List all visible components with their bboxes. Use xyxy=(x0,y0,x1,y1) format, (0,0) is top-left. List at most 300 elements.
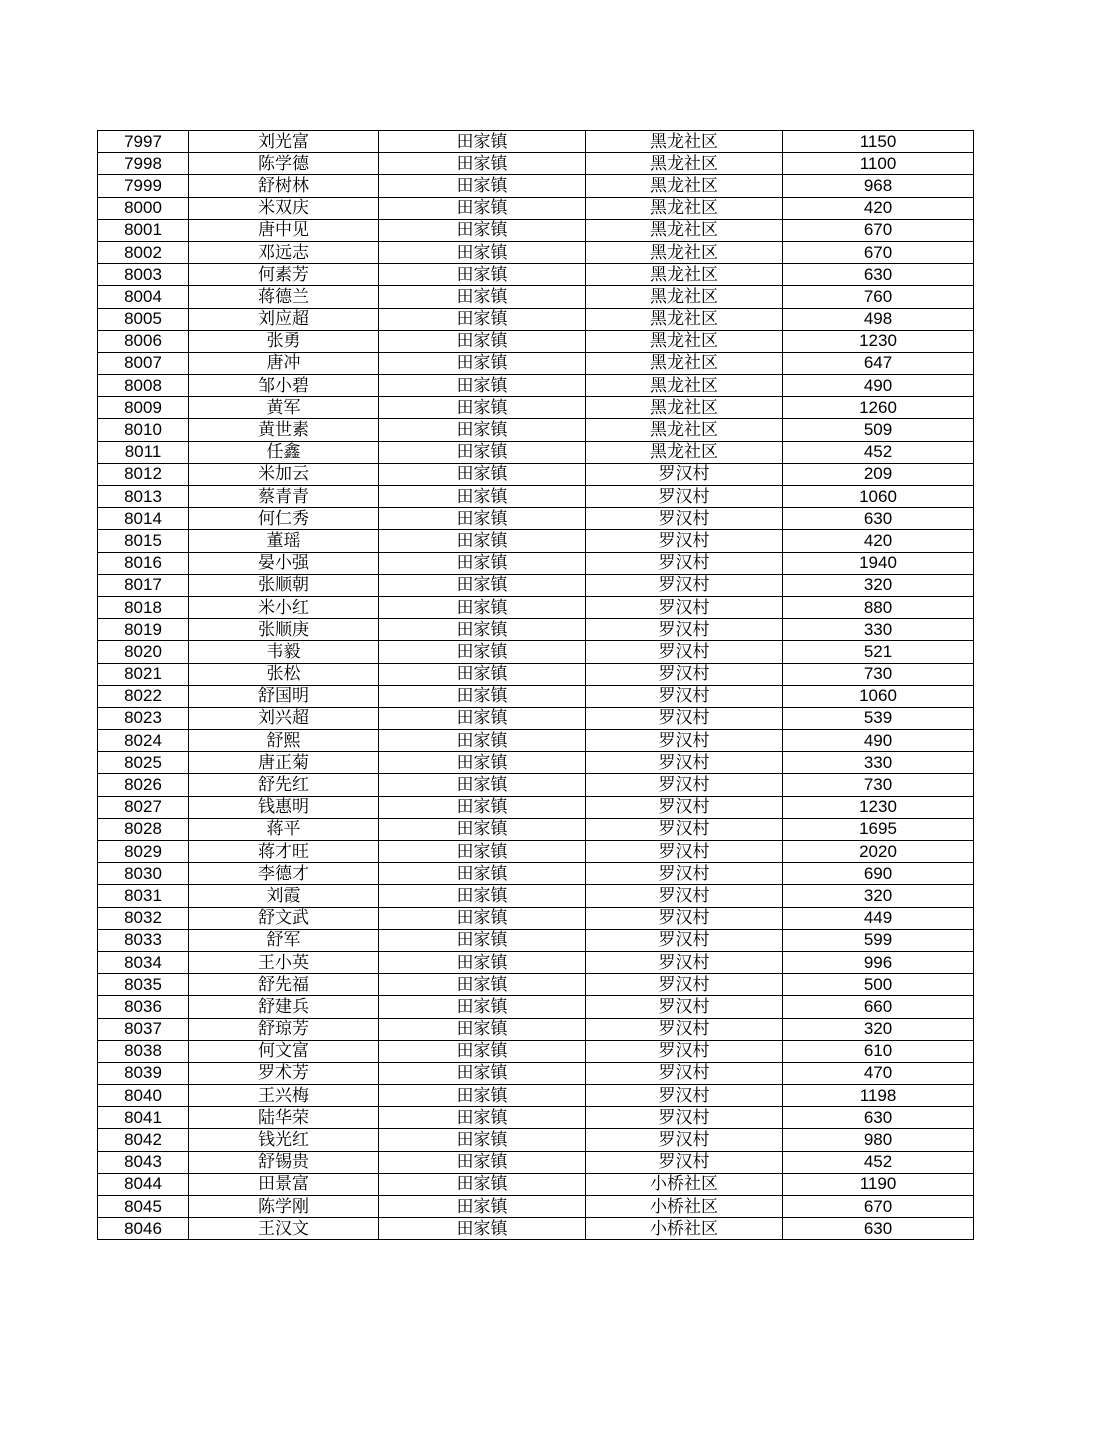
row-number-cell: 8046 xyxy=(98,1218,189,1240)
town-cell: 田家镇 xyxy=(379,574,586,596)
village-cell: 罗汉村 xyxy=(586,1107,783,1129)
row-number-cell: 8014 xyxy=(98,508,189,530)
row-number-cell: 8016 xyxy=(98,552,189,574)
name-cell: 晏小强 xyxy=(189,552,379,574)
name-cell: 田景富 xyxy=(189,1173,379,1195)
village-cell: 罗汉村 xyxy=(586,730,783,752)
table-row xyxy=(98,818,974,840)
row-number-cell: 8021 xyxy=(98,663,189,685)
name-cell: 刘光富 xyxy=(189,131,379,153)
row-number-cell: 8017 xyxy=(98,574,189,596)
table-row xyxy=(98,574,974,596)
village-cell: 黑龙社区 xyxy=(586,419,783,441)
table-row xyxy=(98,1196,974,1218)
town-cell: 田家镇 xyxy=(379,241,586,263)
row-number-cell: 8040 xyxy=(98,1085,189,1107)
amount-cell: 1060 xyxy=(783,685,974,707)
town-cell: 田家镇 xyxy=(379,1196,586,1218)
town-cell: 田家镇 xyxy=(379,1151,586,1173)
table-row xyxy=(98,552,974,574)
table-row xyxy=(98,1173,974,1195)
amount-cell: 968 xyxy=(783,175,974,197)
table-row xyxy=(98,685,974,707)
village-cell: 小桥社区 xyxy=(586,1218,783,1240)
table-row xyxy=(98,885,974,907)
amount-cell: 647 xyxy=(783,352,974,374)
table-row xyxy=(98,131,974,153)
town-cell: 田家镇 xyxy=(379,841,586,863)
amount-cell: 498 xyxy=(783,308,974,330)
name-cell: 舒锡贵 xyxy=(189,1151,379,1173)
table-body xyxy=(98,131,974,1240)
town-cell: 田家镇 xyxy=(379,885,586,907)
town-cell: 田家镇 xyxy=(379,1129,586,1151)
table-row xyxy=(98,352,974,374)
amount-cell: 980 xyxy=(783,1129,974,1151)
village-cell: 黑龙社区 xyxy=(586,330,783,352)
town-cell: 田家镇 xyxy=(379,774,586,796)
village-cell: 黑龙社区 xyxy=(586,241,783,263)
row-number-cell: 8029 xyxy=(98,841,189,863)
table-row xyxy=(98,419,974,441)
row-number-cell: 8025 xyxy=(98,752,189,774)
table-row xyxy=(98,863,974,885)
name-cell: 舒国明 xyxy=(189,685,379,707)
name-cell: 王汉文 xyxy=(189,1218,379,1240)
amount-cell: 660 xyxy=(783,996,974,1018)
row-number-cell: 8026 xyxy=(98,774,189,796)
amount-cell: 320 xyxy=(783,1018,974,1040)
amount-cell: 490 xyxy=(783,375,974,397)
town-cell: 田家镇 xyxy=(379,818,586,840)
row-number-cell: 8001 xyxy=(98,219,189,241)
amount-cell: 1150 xyxy=(783,131,974,153)
village-cell: 黑龙社区 xyxy=(586,441,783,463)
name-cell: 何文富 xyxy=(189,1040,379,1062)
row-number-cell: 8031 xyxy=(98,885,189,907)
village-cell: 黑龙社区 xyxy=(586,131,783,153)
name-cell: 黄世素 xyxy=(189,419,379,441)
town-cell: 田家镇 xyxy=(379,951,586,973)
town-cell: 田家镇 xyxy=(379,730,586,752)
table-row xyxy=(98,264,974,286)
name-cell: 蔡青青 xyxy=(189,486,379,508)
row-number-cell: 8044 xyxy=(98,1173,189,1195)
amount-cell: 539 xyxy=(783,707,974,729)
name-cell: 唐正菊 xyxy=(189,752,379,774)
village-cell: 罗汉村 xyxy=(586,974,783,996)
table-row xyxy=(98,929,974,951)
village-cell: 罗汉村 xyxy=(586,951,783,973)
row-number-cell: 8006 xyxy=(98,330,189,352)
row-number-cell: 8015 xyxy=(98,530,189,552)
amount-cell: 880 xyxy=(783,596,974,618)
town-cell: 田家镇 xyxy=(379,175,586,197)
table-row xyxy=(98,996,974,1018)
amount-cell: 420 xyxy=(783,197,974,219)
town-cell: 田家镇 xyxy=(379,1085,586,1107)
amount-cell: 630 xyxy=(783,264,974,286)
village-cell: 罗汉村 xyxy=(586,1151,783,1173)
name-cell: 米小红 xyxy=(189,596,379,618)
name-cell: 何仁秀 xyxy=(189,508,379,530)
amount-cell: 509 xyxy=(783,419,974,441)
town-cell: 田家镇 xyxy=(379,530,586,552)
table-row xyxy=(98,1040,974,1062)
town-cell: 田家镇 xyxy=(379,619,586,641)
village-cell: 罗汉村 xyxy=(586,796,783,818)
town-cell: 田家镇 xyxy=(379,463,586,485)
amount-cell: 1230 xyxy=(783,796,974,818)
name-cell: 舒树林 xyxy=(189,175,379,197)
village-cell: 罗汉村 xyxy=(586,486,783,508)
name-cell: 邓远志 xyxy=(189,241,379,263)
village-cell: 罗汉村 xyxy=(586,508,783,530)
row-number-cell: 8033 xyxy=(98,929,189,951)
village-cell: 罗汉村 xyxy=(586,641,783,663)
town-cell: 田家镇 xyxy=(379,219,586,241)
amount-cell: 730 xyxy=(783,663,974,685)
table-row xyxy=(98,774,974,796)
town-cell: 田家镇 xyxy=(379,1218,586,1240)
table-row xyxy=(98,641,974,663)
amount-cell: 670 xyxy=(783,219,974,241)
amount-cell: 670 xyxy=(783,241,974,263)
row-number-cell: 8018 xyxy=(98,596,189,618)
town-cell: 田家镇 xyxy=(379,508,586,530)
table-row xyxy=(98,1151,974,1173)
town-cell: 田家镇 xyxy=(379,1062,586,1084)
amount-cell: 610 xyxy=(783,1040,974,1062)
row-number-cell: 8008 xyxy=(98,375,189,397)
table-row xyxy=(98,330,974,352)
amount-cell: 1695 xyxy=(783,818,974,840)
amount-cell: 449 xyxy=(783,907,974,929)
amount-cell: 452 xyxy=(783,1151,974,1173)
row-number-cell: 8000 xyxy=(98,197,189,219)
amount-cell: 320 xyxy=(783,574,974,596)
name-cell: 李德才 xyxy=(189,863,379,885)
village-cell: 罗汉村 xyxy=(586,996,783,1018)
amount-cell: 1260 xyxy=(783,397,974,419)
amount-cell: 500 xyxy=(783,974,974,996)
village-cell: 罗汉村 xyxy=(586,818,783,840)
amount-cell: 521 xyxy=(783,641,974,663)
name-cell: 舒建兵 xyxy=(189,996,379,1018)
village-cell: 罗汉村 xyxy=(586,1040,783,1062)
name-cell: 张勇 xyxy=(189,330,379,352)
village-cell: 黑龙社区 xyxy=(586,352,783,374)
row-number-cell: 8028 xyxy=(98,818,189,840)
row-number-cell: 8030 xyxy=(98,863,189,885)
name-cell: 唐中见 xyxy=(189,219,379,241)
amount-cell: 630 xyxy=(783,1218,974,1240)
amount-cell: 1100 xyxy=(783,153,974,175)
village-cell: 罗汉村 xyxy=(586,841,783,863)
amount-cell: 330 xyxy=(783,752,974,774)
village-cell: 黑龙社区 xyxy=(586,219,783,241)
village-cell: 罗汉村 xyxy=(586,929,783,951)
table-row xyxy=(98,463,974,485)
row-number-cell: 8020 xyxy=(98,641,189,663)
village-cell: 罗汉村 xyxy=(586,1085,783,1107)
village-cell: 罗汉村 xyxy=(586,1062,783,1084)
table-row xyxy=(98,286,974,308)
name-cell: 罗术芳 xyxy=(189,1062,379,1084)
town-cell: 田家镇 xyxy=(379,907,586,929)
row-number-cell: 8002 xyxy=(98,241,189,263)
village-cell: 罗汉村 xyxy=(586,663,783,685)
village-cell: 罗汉村 xyxy=(586,685,783,707)
row-number-cell: 8043 xyxy=(98,1151,189,1173)
name-cell: 米加云 xyxy=(189,463,379,485)
name-cell: 米双庆 xyxy=(189,197,379,219)
name-cell: 黄军 xyxy=(189,397,379,419)
table-row xyxy=(98,951,974,973)
amount-cell: 670 xyxy=(783,1196,974,1218)
town-cell: 田家镇 xyxy=(379,397,586,419)
name-cell: 钱惠明 xyxy=(189,796,379,818)
name-cell: 舒琼芳 xyxy=(189,1018,379,1040)
amount-cell: 599 xyxy=(783,929,974,951)
table-row xyxy=(98,1085,974,1107)
amount-cell: 1940 xyxy=(783,552,974,574)
table-row xyxy=(98,219,974,241)
village-cell: 黑龙社区 xyxy=(586,375,783,397)
table-row xyxy=(98,707,974,729)
row-number-cell: 7997 xyxy=(98,131,189,153)
name-cell: 董瑶 xyxy=(189,530,379,552)
row-number-cell: 7998 xyxy=(98,153,189,175)
table-row xyxy=(98,663,974,685)
name-cell: 蒋德兰 xyxy=(189,286,379,308)
town-cell: 田家镇 xyxy=(379,552,586,574)
table-row xyxy=(98,153,974,175)
village-cell: 罗汉村 xyxy=(586,530,783,552)
name-cell: 陈学刚 xyxy=(189,1196,379,1218)
amount-cell: 1198 xyxy=(783,1085,974,1107)
town-cell: 田家镇 xyxy=(379,1018,586,1040)
town-cell: 田家镇 xyxy=(379,707,586,729)
town-cell: 田家镇 xyxy=(379,330,586,352)
name-cell: 蒋平 xyxy=(189,818,379,840)
row-number-cell: 8012 xyxy=(98,463,189,485)
town-cell: 田家镇 xyxy=(379,1107,586,1129)
row-number-cell: 8024 xyxy=(98,730,189,752)
town-cell: 田家镇 xyxy=(379,419,586,441)
village-cell: 罗汉村 xyxy=(586,552,783,574)
row-number-cell: 8019 xyxy=(98,619,189,641)
table-row xyxy=(98,907,974,929)
village-cell: 罗汉村 xyxy=(586,907,783,929)
village-cell: 黑龙社区 xyxy=(586,153,783,175)
village-cell: 罗汉村 xyxy=(586,596,783,618)
name-cell: 韦毅 xyxy=(189,641,379,663)
town-cell: 田家镇 xyxy=(379,663,586,685)
name-cell: 舒军 xyxy=(189,929,379,951)
name-cell: 张顺朝 xyxy=(189,574,379,596)
table-row xyxy=(98,796,974,818)
town-cell: 田家镇 xyxy=(379,596,586,618)
row-number-cell: 8036 xyxy=(98,996,189,1018)
row-number-cell: 8035 xyxy=(98,974,189,996)
village-cell: 罗汉村 xyxy=(586,752,783,774)
row-number-cell: 7999 xyxy=(98,175,189,197)
name-cell: 邹小碧 xyxy=(189,375,379,397)
row-number-cell: 8003 xyxy=(98,264,189,286)
table-row xyxy=(98,596,974,618)
table-row xyxy=(98,308,974,330)
village-cell: 罗汉村 xyxy=(586,1018,783,1040)
name-cell: 张顺庚 xyxy=(189,619,379,641)
row-number-cell: 8009 xyxy=(98,397,189,419)
town-cell: 田家镇 xyxy=(379,929,586,951)
town-cell: 田家镇 xyxy=(379,441,586,463)
table-row xyxy=(98,841,974,863)
table-row xyxy=(98,486,974,508)
amount-cell: 760 xyxy=(783,286,974,308)
town-cell: 田家镇 xyxy=(379,641,586,663)
table-row xyxy=(98,241,974,263)
name-cell: 舒文武 xyxy=(189,907,379,929)
village-cell: 罗汉村 xyxy=(586,885,783,907)
town-cell: 田家镇 xyxy=(379,286,586,308)
row-number-cell: 8013 xyxy=(98,486,189,508)
town-cell: 田家镇 xyxy=(379,131,586,153)
amount-cell: 209 xyxy=(783,463,974,485)
village-cell: 黑龙社区 xyxy=(586,397,783,419)
row-number-cell: 8004 xyxy=(98,286,189,308)
village-cell: 黑龙社区 xyxy=(586,197,783,219)
name-cell: 舒先红 xyxy=(189,774,379,796)
amount-cell: 470 xyxy=(783,1062,974,1084)
village-cell: 黑龙社区 xyxy=(586,264,783,286)
amount-cell: 630 xyxy=(783,508,974,530)
row-number-cell: 8005 xyxy=(98,308,189,330)
village-cell: 罗汉村 xyxy=(586,619,783,641)
amount-cell: 690 xyxy=(783,863,974,885)
village-cell: 小桥社区 xyxy=(586,1173,783,1195)
table-row xyxy=(98,1107,974,1129)
table-row xyxy=(98,619,974,641)
row-number-cell: 8037 xyxy=(98,1018,189,1040)
village-cell: 小桥社区 xyxy=(586,1196,783,1218)
table-row xyxy=(98,730,974,752)
row-number-cell: 8027 xyxy=(98,796,189,818)
row-number-cell: 8038 xyxy=(98,1040,189,1062)
name-cell: 唐冲 xyxy=(189,352,379,374)
town-cell: 田家镇 xyxy=(379,264,586,286)
amount-cell: 2020 xyxy=(783,841,974,863)
data-table xyxy=(97,130,974,1240)
row-number-cell: 8011 xyxy=(98,441,189,463)
town-cell: 田家镇 xyxy=(379,1040,586,1062)
amount-cell: 630 xyxy=(783,1107,974,1129)
town-cell: 田家镇 xyxy=(379,752,586,774)
village-cell: 罗汉村 xyxy=(586,574,783,596)
town-cell: 田家镇 xyxy=(379,796,586,818)
row-number-cell: 8010 xyxy=(98,419,189,441)
table-row xyxy=(98,530,974,552)
town-cell: 田家镇 xyxy=(379,974,586,996)
amount-cell: 1060 xyxy=(783,486,974,508)
table-row xyxy=(98,1062,974,1084)
name-cell: 张松 xyxy=(189,663,379,685)
row-number-cell: 8039 xyxy=(98,1062,189,1084)
village-cell: 罗汉村 xyxy=(586,863,783,885)
row-number-cell: 8032 xyxy=(98,907,189,929)
town-cell: 田家镇 xyxy=(379,863,586,885)
village-cell: 罗汉村 xyxy=(586,463,783,485)
amount-cell: 420 xyxy=(783,530,974,552)
town-cell: 田家镇 xyxy=(379,685,586,707)
town-cell: 田家镇 xyxy=(379,486,586,508)
town-cell: 田家镇 xyxy=(379,352,586,374)
table-row xyxy=(98,397,974,419)
table-row xyxy=(98,1018,974,1040)
table-row xyxy=(98,441,974,463)
table-row xyxy=(98,197,974,219)
name-cell: 舒熙 xyxy=(189,730,379,752)
table-row xyxy=(98,752,974,774)
table-row xyxy=(98,375,974,397)
row-number-cell: 8045 xyxy=(98,1196,189,1218)
name-cell: 舒先福 xyxy=(189,974,379,996)
row-number-cell: 8042 xyxy=(98,1129,189,1151)
table-row xyxy=(98,974,974,996)
row-number-cell: 8034 xyxy=(98,951,189,973)
table-row xyxy=(98,1129,974,1151)
amount-cell: 452 xyxy=(783,441,974,463)
name-cell: 刘兴超 xyxy=(189,707,379,729)
name-cell: 任鑫 xyxy=(189,441,379,463)
amount-cell: 996 xyxy=(783,951,974,973)
name-cell: 钱光红 xyxy=(189,1129,379,1151)
name-cell: 刘霞 xyxy=(189,885,379,907)
village-cell: 黑龙社区 xyxy=(586,175,783,197)
name-cell: 陈学德 xyxy=(189,153,379,175)
village-cell: 黑龙社区 xyxy=(586,308,783,330)
name-cell: 陆华荣 xyxy=(189,1107,379,1129)
village-cell: 罗汉村 xyxy=(586,707,783,729)
amount-cell: 730 xyxy=(783,774,974,796)
amount-cell: 1190 xyxy=(783,1173,974,1195)
amount-cell: 1230 xyxy=(783,330,974,352)
row-number-cell: 8022 xyxy=(98,685,189,707)
table-row xyxy=(98,175,974,197)
town-cell: 田家镇 xyxy=(379,375,586,397)
table-row xyxy=(98,1218,974,1240)
town-cell: 田家镇 xyxy=(379,153,586,175)
village-cell: 罗汉村 xyxy=(586,1129,783,1151)
name-cell: 刘应超 xyxy=(189,308,379,330)
town-cell: 田家镇 xyxy=(379,996,586,1018)
name-cell: 王小英 xyxy=(189,951,379,973)
village-cell: 黑龙社区 xyxy=(586,286,783,308)
name-cell: 王兴梅 xyxy=(189,1085,379,1107)
name-cell: 蒋才旺 xyxy=(189,841,379,863)
amount-cell: 320 xyxy=(783,885,974,907)
row-number-cell: 8007 xyxy=(98,352,189,374)
row-number-cell: 8023 xyxy=(98,707,189,729)
row-number-cell: 8041 xyxy=(98,1107,189,1129)
town-cell: 田家镇 xyxy=(379,197,586,219)
table-row xyxy=(98,508,974,530)
amount-cell: 490 xyxy=(783,730,974,752)
town-cell: 田家镇 xyxy=(379,308,586,330)
town-cell: 田家镇 xyxy=(379,1173,586,1195)
amount-cell: 330 xyxy=(783,619,974,641)
